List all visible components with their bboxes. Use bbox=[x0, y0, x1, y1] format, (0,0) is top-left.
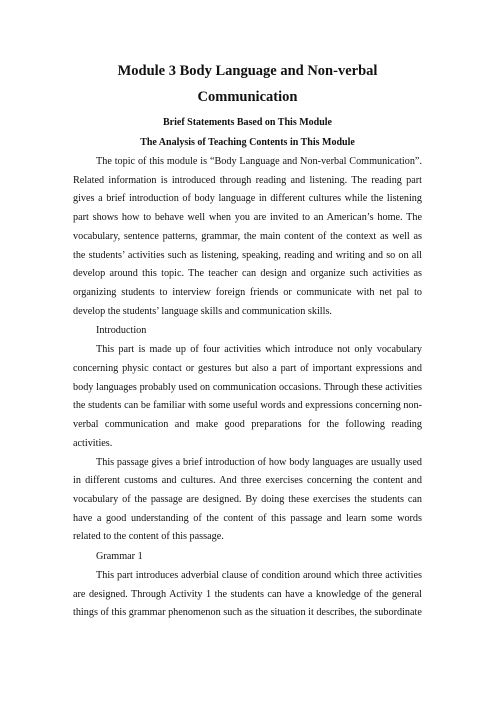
document-body bbox=[73, 58, 422, 623]
paragraph-reading-passage: This passage gives a brief introduction of how body languages are usually used in different customs and cultures. And three exercises concerning the content and vocabulary of the passage are designed. By doing these exercises the students can have a good understanding of the content of this passage and learn some words related to the content of this passage. bbox=[73, 456, 422, 543]
paragraph-introduction: This part is made up of four activities which introduce not only vocabulary concerning physic contact or gestures but also a part of important expressions and body languages probably used on communication occasions. Through these activities the students can be familiar with some useful words and expressions concerning non-verbal communication and make good preparations for the following reading activities. bbox=[73, 344, 422, 449]
paragraph-topic-overview: The topic of this module is “Body Language and Non-verbal Communication”. Related information is introduced through reading and listening. The reading part gives a brief introduction of body language in different cultures while the listening part shows how to behave well when you are invited to an American’s home. The vocabulary, sentence patterns, grammar, the main content of the context as well as the students’ activities such as listening, speaking, reading and writing and so on all develop around this topic. The teacher can design and organize such activities as organizing students to interview foreign friends or communicate with net pal to develop the students’ language skills and communication skills. bbox=[73, 156, 422, 317]
section-label-grammar-1: Grammar 1 bbox=[96, 551, 143, 563]
page-title bbox=[73, 58, 422, 110]
subheading-analysis: The Analysis of Teaching Contents in This Module bbox=[140, 137, 355, 148]
section-label-introduction: Introduction bbox=[96, 325, 147, 337]
paragraph-grammar-1: This part introduces adverbial clause of condition around which three activities are designed. Through Activity 1 the students can have a knowledge of the general things of this grammar phenomenon such as the situation it describes, the subordinate bbox=[73, 570, 422, 619]
title-line-1: Module 3 Body Language and Non-verbal bbox=[117, 63, 378, 79]
title-line-2: Communication bbox=[197, 89, 298, 105]
subheading-brief-statements: Brief Statements Based on This Module bbox=[163, 117, 332, 128]
